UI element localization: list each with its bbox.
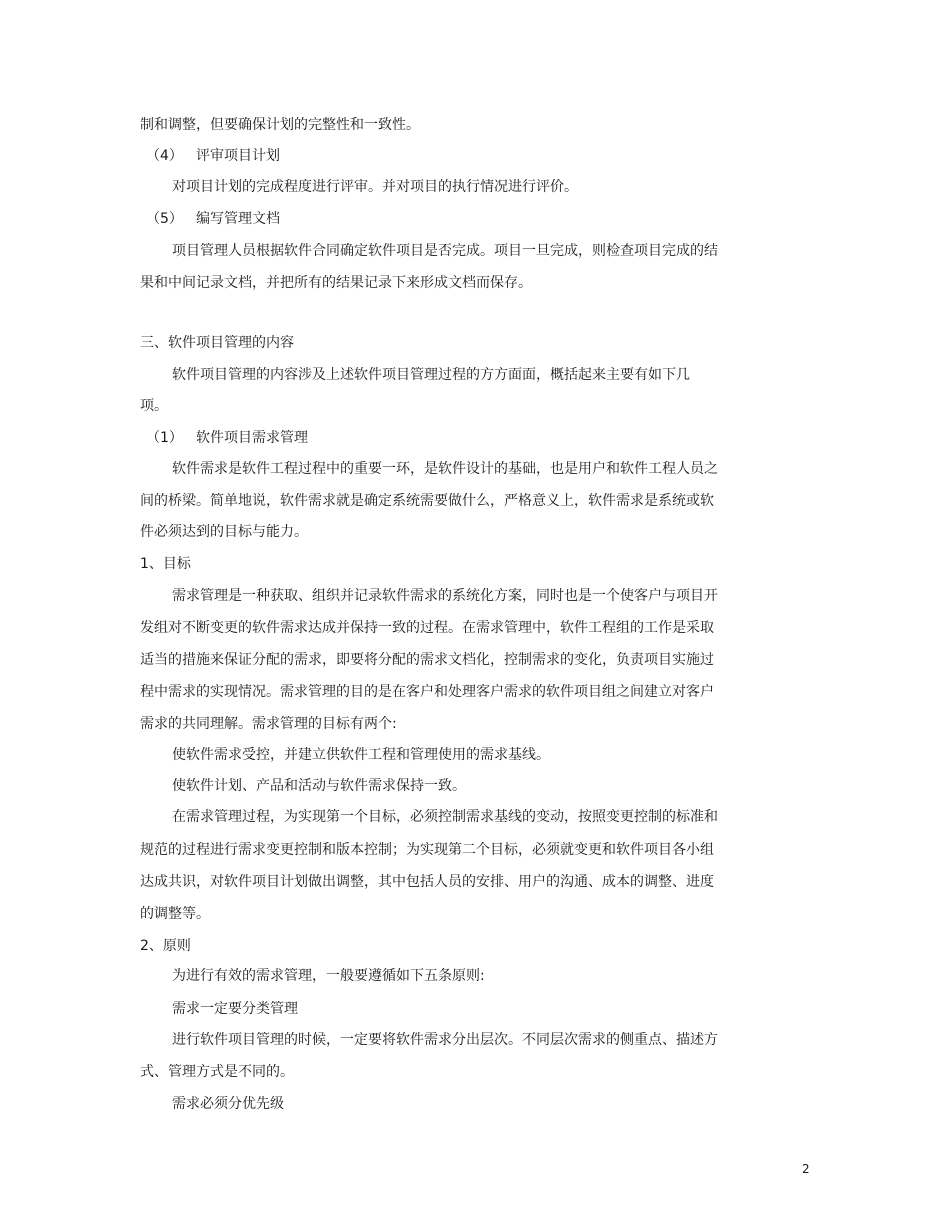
item-number: （1） [146, 430, 183, 446]
subheading: 1、目标 [140, 556, 191, 572]
text-line: 需求一定要分类管理 [172, 1001, 298, 1017]
page-number: 2 [802, 1162, 810, 1176]
item-number: （5） [146, 211, 183, 227]
text-line: 项目管理人员根据软件合同确定软件项目是否完成。项目一旦完成，则检查项目完成的结 [172, 243, 718, 259]
text-line: 果和中间记录文档，并把所有的结果记录下来形成文档而保存。 [140, 275, 532, 291]
item-title: 编写管理文档 [196, 211, 280, 227]
text-line: 进行软件项目管理的时候，一定要将软件需求分出层次。不同层次需求的侧重点、描述方 [172, 1032, 718, 1048]
text-line: 件必须达到的目标与能力。 [140, 524, 308, 540]
text-line: 达成共识，对软件项目计划做出调整，其中包括人员的安排、用户的沟通、成本的调整、进度 [140, 874, 714, 890]
text-line: 项。 [140, 398, 168, 414]
text-line: 规范的过程进行需求变更控制和版本控制；为实现第二个目标，必须就变更和软件项目各小组 [140, 842, 714, 858]
text-line: 间的桥梁。简单地说，软件需求就是确定系统需要做什么，严格意义上，软件需求是系统或软 [140, 493, 714, 509]
text-line: 发组对不断变更的软件需求达成并保持一致的过程。在需求管理中，软件工程组的工作是采取 [140, 620, 714, 636]
text-line: 软件需求是软件工程过程中的重要一环，是软件设计的基础，也是用户和软件工程人员之 [172, 461, 718, 477]
item-title: 软件项目需求管理 [196, 430, 308, 446]
text-line: 制和调整，但要确保计划的完整性和一致性。 [140, 117, 420, 133]
text-line: 式、管理方式是不同的。 [140, 1064, 294, 1080]
text-line: 需求的共同理解。需求管理的目标有两个: [140, 716, 397, 732]
text-line: 对项目计划的完成程度进行评审。并对项目的执行情况进行评价。 [172, 179, 578, 195]
text-line: 需求管理是一种获取、组织并记录软件需求的系统化方案，同时也是一个使客户与项目开 [172, 588, 718, 604]
text-line: 程中需求的实现情况。需求管理的目的是在客户和处理客户需求的软件项目组之间建立对客户 [140, 684, 714, 700]
text-line: 软件项目管理的内容涉及上述软件项目管理过程的方方面面，概括起来主要有如下几 [172, 367, 690, 383]
section-heading: 三、软件项目管理的内容 [140, 335, 294, 351]
item-number: （4） [146, 148, 183, 164]
text-line: 需求必须分优先级 [172, 1096, 284, 1112]
text-line: 的调整等。 [140, 906, 210, 922]
subheading: 2、原则 [140, 938, 191, 954]
text-line: 使软件计划、产品和活动与软件需求保持一致。 [172, 778, 466, 794]
text-line: 在需求管理过程，为实现第一个目标，必须控制需求基线的变动，按照变更控制的标准和 [172, 809, 718, 825]
item-title: 评审项目计划 [196, 148, 280, 164]
text-line: 为进行有效的需求管理，一般要遵循如下五条原则: [172, 968, 485, 984]
text-line: 使软件需求受控，并建立供软件工程和管理使用的需求基线。 [172, 747, 550, 763]
text-line: 适当的措施来保证分配的需求，即要将分配的需求文档化，控制需求的变化，负责项目实施过 [140, 652, 714, 668]
